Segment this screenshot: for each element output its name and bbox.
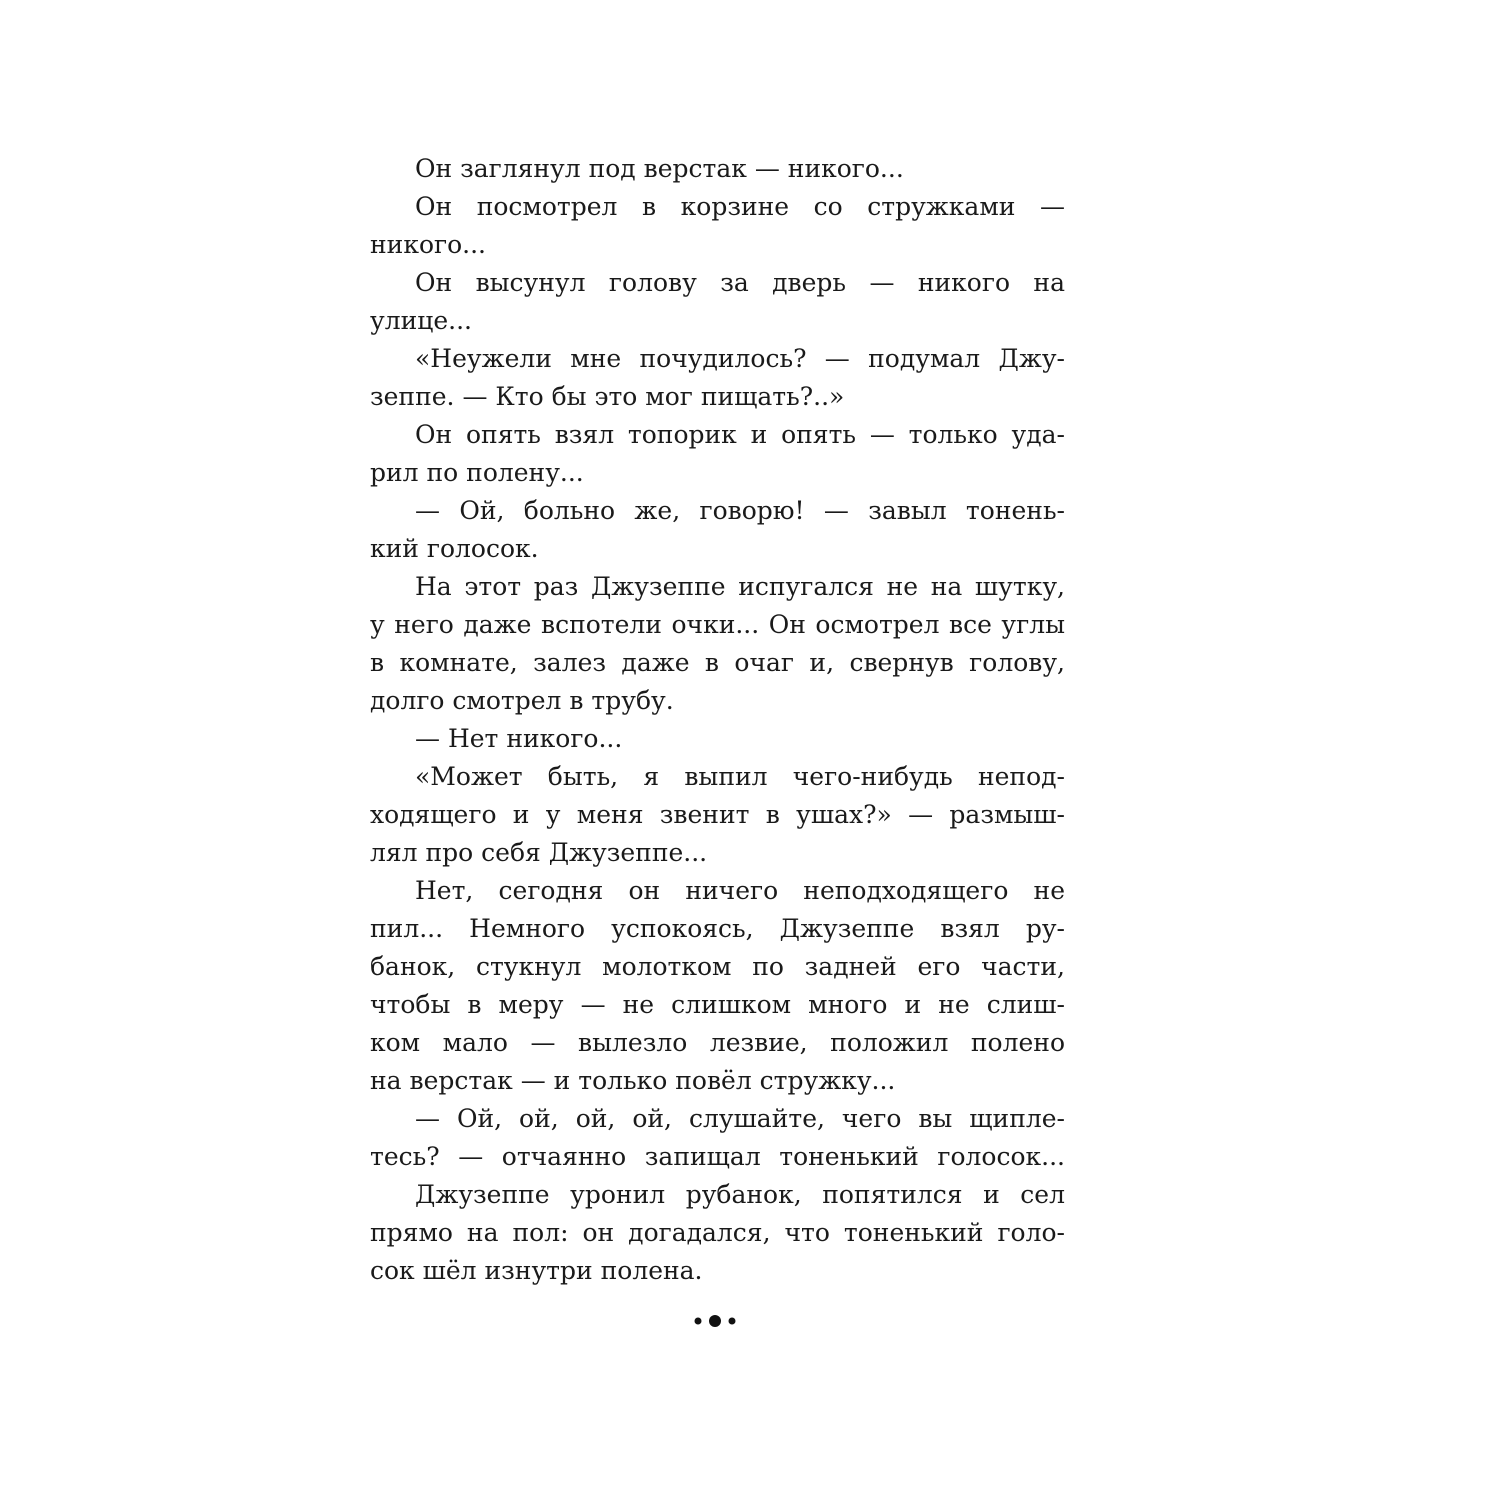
text-line: рил по полену...: [370, 458, 584, 487]
text-line: Он высунул голову за дверь — никого на: [415, 268, 1065, 297]
text-line: На этот раз Джузеппе испугался не на шутку,: [415, 572, 1065, 601]
text-line: ком мало — вылезло лезвие, положил полено: [370, 1028, 1065, 1057]
text-line: чтобы в меру — не слишком много и не слиш-: [370, 990, 1065, 1019]
text-line: «Может быть, я выпил чего-нибудь непод-: [415, 762, 1065, 791]
text-line: Джузеппе уронил рубанок, попятился и сел: [415, 1180, 1065, 1209]
text-line: — Нет никого...: [415, 724, 623, 753]
text-line: тесь? — отчаянно запищал тоненький голосок...: [370, 1142, 1065, 1171]
text-line: банок, стукнул молотком по задней его части,: [370, 952, 1065, 981]
text-line: у него даже вспотели очки... Он осмотрел все углы: [370, 610, 1065, 639]
text-line: «Неужели мне почудилось? — подумал Джу-: [415, 344, 1065, 373]
text-line: долго смотрел в трубу.: [370, 686, 674, 715]
text-line: в комнате, залез даже в очаг и, свернув голову,: [370, 648, 1065, 677]
text-line: зеппе. — Кто бы это мог пищать?..»: [370, 382, 845, 411]
ornament-dot: [729, 1318, 736, 1325]
text-line: — Ой, ой, ой, ой, слушайте, чего вы щипле-: [415, 1104, 1065, 1133]
three-dots-ornament-icon: [690, 1312, 740, 1330]
text-line: никого...: [370, 230, 486, 259]
ornament-dot: [695, 1318, 702, 1325]
text-line: Он посмотрел в корзине со стружками —: [415, 192, 1065, 221]
text-line: Он заглянул под верстак — никого...: [415, 154, 904, 183]
text-line: Он опять взял топорик и опять — только уда-: [415, 420, 1065, 449]
text-line: прямо на пол: он догадался, что тоненький голо-: [370, 1218, 1065, 1247]
text-line: улице...: [370, 306, 472, 335]
text-line: — Ой, больно же, говорю! — завыл тонень-: [415, 496, 1065, 525]
ornament-dot: [709, 1315, 721, 1327]
text-line: Нет, сегодня он ничего неподходящего не: [415, 876, 1065, 905]
text-line: лял про себя Джузеппе...: [370, 838, 708, 867]
text-line: сок шёл изнутри полена.: [370, 1256, 703, 1285]
text-line: пил... Немного успокоясь, Джузеппе взял ру-: [370, 914, 1065, 943]
text-line: кий голосок.: [370, 534, 539, 563]
text-line: ходящего и у меня звенит в ушах?» — размыш-: [370, 800, 1065, 829]
text-line: на верстак — и только повёл стружку...: [370, 1066, 896, 1095]
